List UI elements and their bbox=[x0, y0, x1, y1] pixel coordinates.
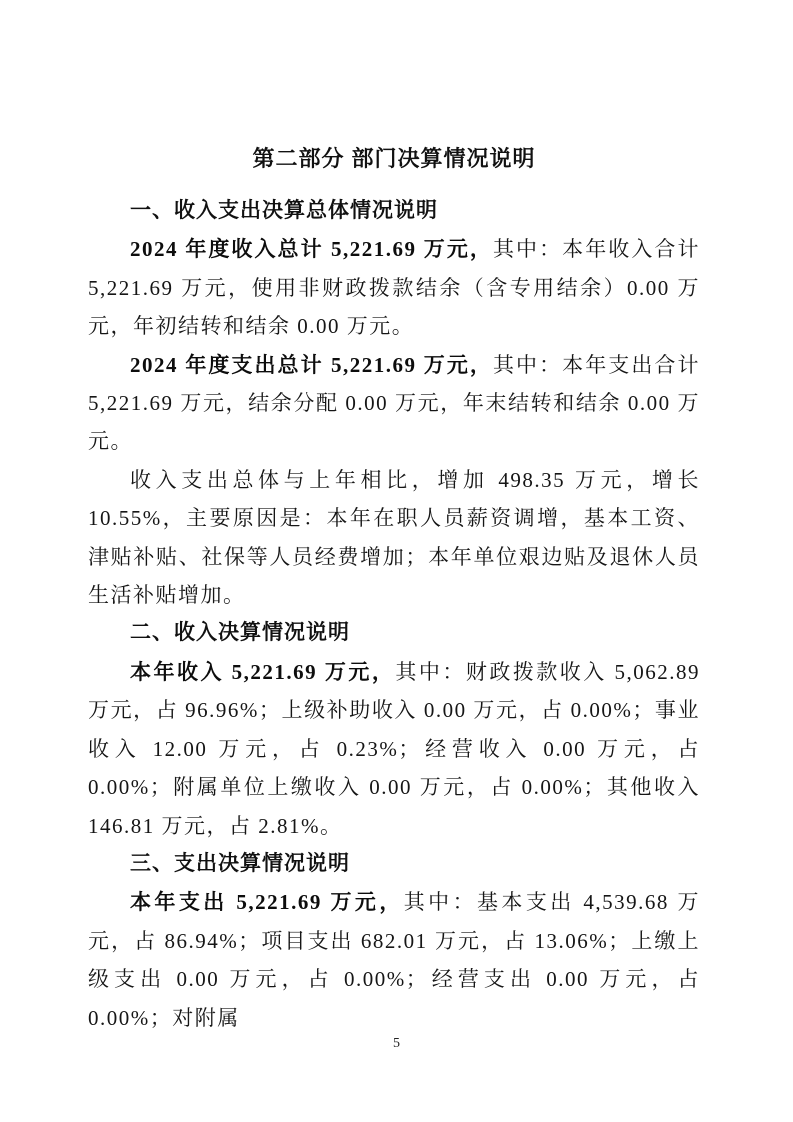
paragraph-total-income bbox=[88, 230, 700, 345]
paragraph-year-comparison bbox=[88, 461, 700, 615]
paragraph-year-comparison-text: 收入支出总体与上年相比，增加 498.35 万元，增长 10.55%，主要原因是：本年在职人员薪资调增，基本工资、津贴补贴、社保等人员经费增加；本年单位艰边贴及退休人员生活补贴增加。 bbox=[88, 467, 700, 608]
section-heading-expenditure-detail: 三、支出决算情况说明 bbox=[130, 851, 350, 875]
paragraph-total-expenditure-rest: 其中：本年支出合计 5,221.69 万元，结余分配 0.00 万元，年末结转和结余 0.00 万元。 bbox=[88, 352, 700, 454]
paragraph-income-detail-lead: 本年收入 5,221.69 万元， bbox=[130, 659, 396, 684]
section-heading-income-expenditure-overview: 一、收入支出决算总体情况说明 bbox=[130, 199, 438, 222]
paragraph-total-income-rest: 其中：本年收入合计 5,221.69 万元，使用非财政拨款结余（含专用结余）0.00 万元，年初结转和结余 0.00 万元。 bbox=[88, 237, 700, 339]
paragraph-total-expenditure bbox=[88, 346, 700, 461]
paragraph-expenditure-detail-lead: 本年支出 5,221.69 万元， bbox=[130, 890, 404, 915]
paragraph-total-income-lead: 2024 年度收入总计 5,221.69 万元， bbox=[130, 237, 493, 262]
document-body bbox=[88, 0, 700, 1037]
section-heading-income-detail: 二、收入决算情况说明 bbox=[130, 621, 350, 645]
paragraph-income-detail bbox=[88, 653, 700, 845]
paragraph-total-expenditure-lead: 2024 年度支出总计 5,221.69 万元， bbox=[130, 352, 493, 377]
paragraph-income-detail-rest: 其中：财政拨款收入 5,062.89 万元，占 96.96%；上级补助收入 0.00 万元，占 0.00%；事业收入 12.00 万元，占 0.23%；经营收入 0.00 万元，占 0.00%；附属单位上缴收入 0.00 万元，占 0.00%；其他收入 146.81 万元，占 2.81%。 bbox=[88, 659, 701, 838]
paragraph-expenditure-detail bbox=[88, 883, 700, 1037]
paragraph-expenditure-detail-rest: 其中：基本支出 4,539.68 万元，占 86.94%；项目支出 682.01 万元，占 13.06%；上缴上级支出 0.00 万元，占 0.00%；经营支出 0.00 万元，占 0.00%；对附属 bbox=[88, 890, 700, 1030]
page-number: 5 bbox=[393, 1036, 400, 1051]
document-title: 第二部分 部门决算情况说明 bbox=[252, 146, 536, 171]
